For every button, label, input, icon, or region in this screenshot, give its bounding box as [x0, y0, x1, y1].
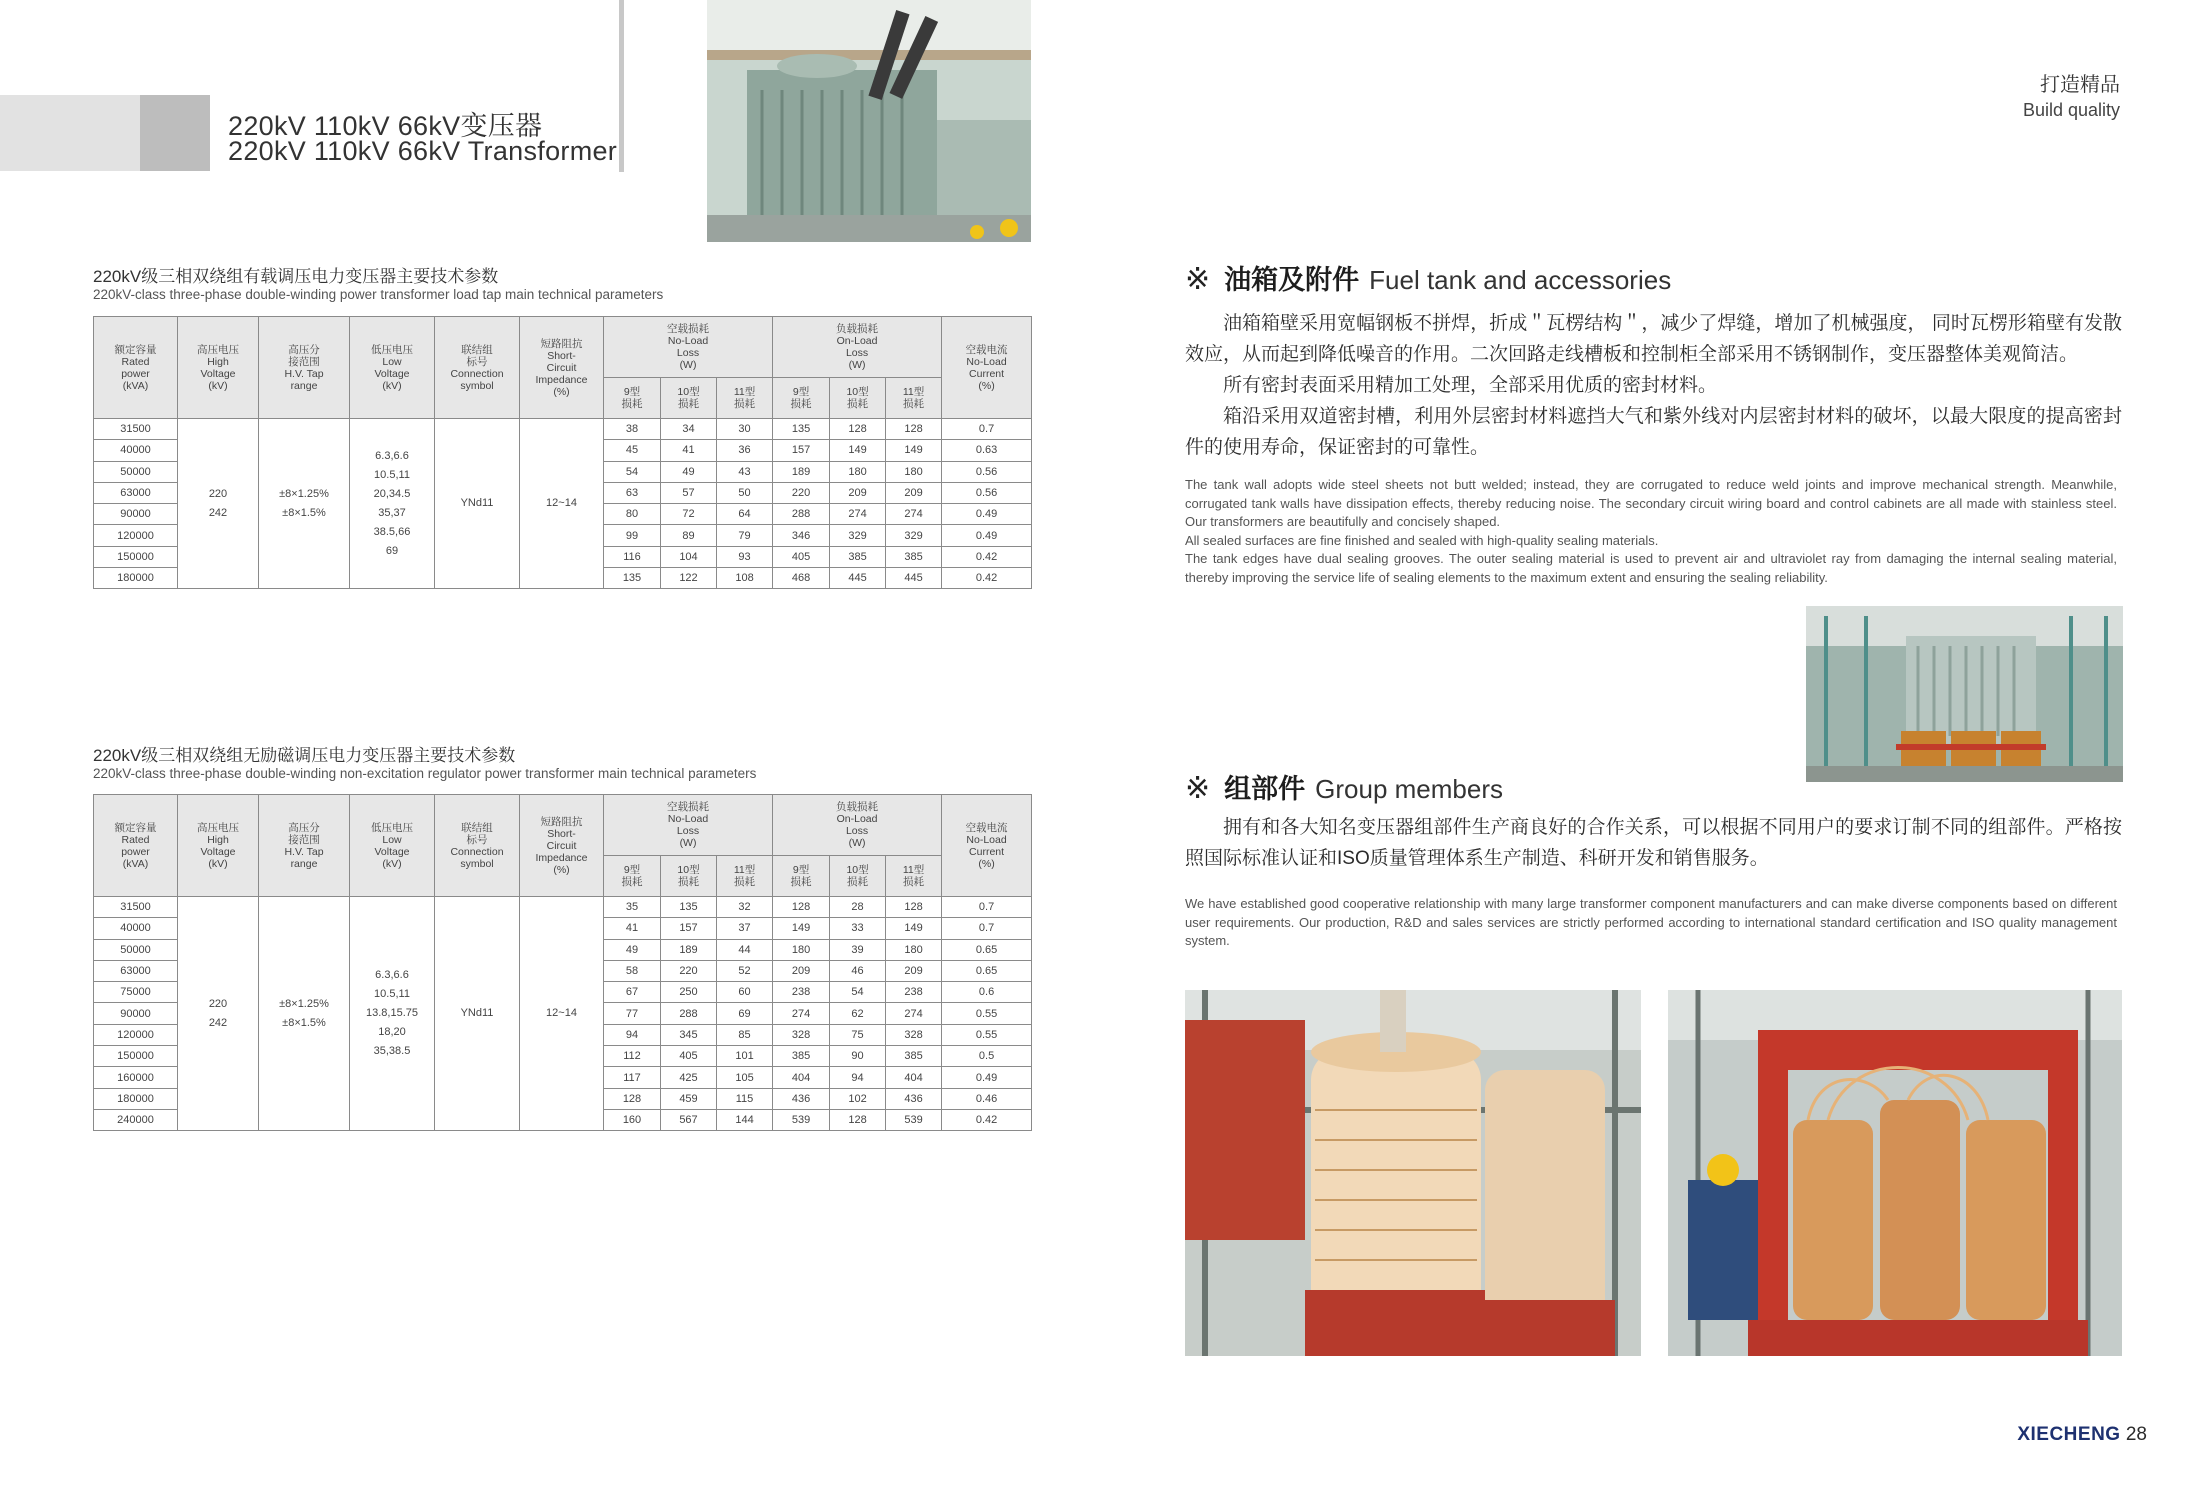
cell-on-load-10: 128	[830, 1109, 886, 1130]
header-rated-power: 额定容量 Rated power (kVA)	[94, 317, 178, 419]
page-footer	[2017, 1424, 2147, 1446]
table1-caption-en: 220kV-class three-phase double-winding power transformer load tap main technical parameters	[93, 287, 664, 302]
cell-no-load-10: 157	[661, 918, 717, 939]
cell-connection: YNd11	[435, 419, 520, 589]
header-high-voltage: 高压电压 High Voltage (kV)	[178, 317, 259, 419]
cell-on-load-9: 238	[773, 982, 830, 1003]
fuel-tank-para-cn-2: 所有密封表面采用精加工处理，全部采用优质的密封材料。	[1223, 375, 1718, 396]
cell-no-load-10: 49	[661, 461, 717, 482]
cell-no-load-current: 0.49	[942, 525, 1032, 546]
cell-on-load-11: 404	[886, 1067, 942, 1088]
cell-on-load-10: 102	[830, 1088, 886, 1109]
fuel-tank-para-en-3: The tank edges have dual sealing grooves. The outer sealing material is used to prevent air and ultraviolet ray from damaging the internal sealing material, thereby improving the service life of sealing elements to the maximum extent and ensuring the sealing reliability.	[1185, 551, 2117, 585]
header-type9: 9型 损耗	[604, 856, 661, 897]
fuel-tank-para-cn-1: 油箱箱壁采用宽幅钢板不拼焊，折成＂瓦楞结构＂，减少了焊缝，增加了机械强度， 同时瓦楞形箱壁有发散效应，从而起到降低噪音的作用。二次回路走线槽板和控制柜全部采用不锈钢制作，变压器整体美观简洁。	[1185, 313, 2122, 365]
build-quality-cn: 打造精品	[2040, 74, 2120, 96]
fuel-tank-text-en	[1185, 476, 2117, 587]
brand-name: XIECHENG	[2017, 1424, 2121, 1445]
cell-no-load-11: 36	[717, 440, 773, 461]
cell-no-load-9: 116	[604, 546, 661, 567]
header-type10: 10型 损耗	[830, 378, 886, 419]
header-impedance: 短路阻抗 Short- Circuit Impedance (%)	[520, 317, 604, 419]
reference-mark-icon: ※	[1185, 772, 1211, 805]
group-members-heading-cn: 组部件	[1224, 774, 1306, 805]
cell-no-load-current: 0.42	[942, 1109, 1032, 1130]
cell-connection: YNd11	[435, 897, 520, 1131]
cell-on-load-10: 28	[830, 897, 886, 918]
cell-no-load-10: 345	[661, 1024, 717, 1045]
header-low-voltage: 低压电压 Low Voltage (kV)	[350, 795, 435, 897]
cell-on-load-10: 329	[830, 525, 886, 546]
cell-on-load-11: 149	[886, 918, 942, 939]
cell-rated-power: 50000	[94, 461, 178, 482]
table-row	[94, 419, 1032, 440]
header-type10: 10型 损耗	[661, 378, 717, 419]
cell-no-load-current: 0.42	[942, 568, 1032, 589]
cell-no-load-current: 0.55	[942, 1003, 1032, 1024]
cell-on-load-11: 445	[886, 568, 942, 589]
header-type11: 11型 损耗	[886, 378, 942, 419]
cell-on-load-10: 62	[830, 1003, 886, 1024]
cell-no-load-11: 108	[717, 568, 773, 589]
cell-on-load-11: 238	[886, 982, 942, 1003]
header-type11: 11型 损耗	[717, 378, 773, 419]
cell-no-load-10: 41	[661, 440, 717, 461]
cell-on-load-9: 135	[773, 419, 830, 440]
cell-no-load-11: 43	[717, 461, 773, 482]
cell-no-load-9: 58	[604, 960, 661, 981]
cell-on-load-9: 157	[773, 440, 830, 461]
cell-rated-power: 31500	[94, 419, 178, 440]
cell-no-load-11: 69	[717, 1003, 773, 1024]
cell-no-load-10: 104	[661, 546, 717, 567]
build-quality-en: Build quality	[2022, 100, 2120, 120]
header-rated-power: 额定容量 Rated power (kVA)	[94, 795, 178, 897]
cell-no-load-9: 77	[604, 1003, 661, 1024]
cell-on-load-10: 385	[830, 546, 886, 567]
cell-no-load-10: 405	[661, 1046, 717, 1067]
cell-no-load-10: 89	[661, 525, 717, 546]
cell-on-load-9: 274	[773, 1003, 830, 1024]
cell-tap-range: ±8×1.25% ±8×1.5%	[259, 419, 350, 589]
cell-no-load-11: 85	[717, 1024, 773, 1045]
cell-on-load-11: 385	[886, 546, 942, 567]
cell-no-load-11: 64	[717, 504, 773, 525]
cell-no-load-9: 54	[604, 461, 661, 482]
header-tap-range: 高压分 接范围 H.V. Tap range	[259, 795, 350, 897]
cell-no-load-10: 57	[661, 482, 717, 503]
cell-no-load-10: 135	[661, 897, 717, 918]
header-type11: 11型 损耗	[717, 856, 773, 897]
group-members-para-cn: 拥有和各大知名变压器组部件生产商良好的合作关系，可以根据不同用户的要求订制不同的组部件。严格按照国际标准认证和ISO质量管理体系生产制造、科研开发和销售服务。	[1185, 817, 2122, 869]
cell-no-load-10: 425	[661, 1067, 717, 1088]
header-no-load-loss: 空载损耗 No-Load Loss (W)	[604, 795, 773, 856]
cell-no-load-current: 0.42	[942, 546, 1032, 567]
cell-no-load-current: 0.65	[942, 960, 1032, 981]
header-type9: 9型 损耗	[604, 378, 661, 419]
cell-impedance: 12~14	[520, 419, 604, 589]
cell-rated-power: 75000	[94, 982, 178, 1003]
cell-on-load-11: 274	[886, 1003, 942, 1024]
cell-no-load-11: 101	[717, 1046, 773, 1067]
cell-high-voltage: 220 242	[178, 897, 259, 1131]
fuel-tank-heading-cn: 油箱及附件	[1224, 265, 1360, 296]
cell-rated-power: 240000	[94, 1109, 178, 1130]
cell-on-load-10: 445	[830, 568, 886, 589]
header-high-voltage: 高压电压 High Voltage (kV)	[178, 795, 259, 897]
page-number: 28	[2125, 1424, 2147, 1445]
cell-no-load-10: 122	[661, 568, 717, 589]
header-connection: 联结组 标号 Connection symbol	[435, 795, 520, 897]
cell-on-load-9: 220	[773, 482, 830, 503]
header-no-load-current: 空载电流 No-Load Current (%)	[942, 795, 1032, 897]
fuel-tank-para-en-2: All sealed surfaces are fine finished and sealed with high-quality sealing materials.	[1185, 532, 1659, 548]
cell-no-load-11: 37	[717, 918, 773, 939]
cell-no-load-current: 0.49	[942, 504, 1032, 525]
cell-no-load-11: 30	[717, 419, 773, 440]
cell-no-load-current: 0.7	[942, 897, 1032, 918]
page-title-cn: 220kV 110kV 66kV变压器	[228, 111, 543, 141]
cell-no-load-current: 0.7	[942, 419, 1032, 440]
cell-rated-power: 63000	[94, 960, 178, 981]
cell-on-load-9: 385	[773, 1046, 830, 1067]
cell-on-load-11: 128	[886, 419, 942, 440]
cell-no-load-9: 67	[604, 982, 661, 1003]
cell-no-load-9: 94	[604, 1024, 661, 1045]
group-members-text-cn	[1185, 812, 2122, 874]
fuel-tank-heading-en: Fuel tank and accessories	[1369, 265, 1672, 295]
header-no-load-loss: 空载损耗 No-Load Loss (W)	[604, 317, 773, 378]
cell-no-load-9: 135	[604, 568, 661, 589]
cell-impedance: 12~14	[520, 897, 604, 1131]
cell-on-load-9: 209	[773, 960, 830, 981]
cell-on-load-9: 436	[773, 1088, 830, 1109]
cell-rated-power: 150000	[94, 1046, 178, 1067]
header-on-load-loss: 负载损耗 On-Load Loss (W)	[773, 795, 942, 856]
header-no-load-current: 空载电流 No-Load Current (%)	[942, 317, 1032, 419]
fuel-tank-para-en-1: The tank wall adopts wide steel sheets not butt welded; instead, they are corrugated to reduce weld joints and improve mechanical strength. Meanwhile, corrugated tank walls have dissipation effects, thereby reducing noise. The secondary circuit wiring board and control cabinets are all made with stainless steel. Our transformers are beautifully and concisely shaped.	[1185, 477, 2117, 529]
cell-rated-power: 150000	[94, 546, 178, 567]
cell-no-load-11: 52	[717, 960, 773, 981]
cell-on-load-10: 149	[830, 440, 886, 461]
cell-rated-power: 120000	[94, 1024, 178, 1045]
cell-rated-power: 120000	[94, 525, 178, 546]
cell-no-load-current: 0.7	[942, 918, 1032, 939]
page-title-en: 220kV 110kV 66kV Transformer	[228, 136, 618, 166]
cell-on-load-10: 128	[830, 419, 886, 440]
cell-no-load-10: 220	[661, 960, 717, 981]
group-members-para-en: We have established good cooperative relationship with many large transformer component manufacturers and can make diverse components based on different user requirements. Our production, R&D and sales services are strictly performed according to international standard certification and ISO quality management system.	[1185, 896, 2117, 948]
coil-photo-right	[1668, 990, 2122, 1356]
header-impedance: 短路阻抗 Short- Circuit Impedance (%)	[520, 795, 604, 897]
cell-no-load-10: 72	[661, 504, 717, 525]
cell-no-load-current: 0.56	[942, 461, 1032, 482]
cell-on-load-10: 46	[830, 960, 886, 981]
cell-on-load-9: 404	[773, 1067, 830, 1088]
cell-rated-power: 63000	[94, 482, 178, 503]
cell-on-load-10: 180	[830, 461, 886, 482]
cell-no-load-9: 160	[604, 1109, 661, 1130]
cell-no-load-10: 459	[661, 1088, 717, 1109]
cell-no-load-11: 93	[717, 546, 773, 567]
cell-on-load-10: 39	[830, 939, 886, 960]
cell-low-voltage: 6.3,6.6 10.5,11 13.8,15.75 18,20 35,38.5	[350, 897, 435, 1131]
header-type9: 9型 损耗	[773, 856, 830, 897]
cell-rated-power: 40000	[94, 918, 178, 939]
cell-on-load-9: 539	[773, 1109, 830, 1130]
cell-no-load-current: 0.65	[942, 939, 1032, 960]
cell-no-load-9: 117	[604, 1067, 661, 1088]
cell-no-load-9: 99	[604, 525, 661, 546]
cell-no-load-9: 63	[604, 482, 661, 503]
cell-on-load-11: 149	[886, 440, 942, 461]
cell-no-load-9: 80	[604, 504, 661, 525]
cell-on-load-10: 274	[830, 504, 886, 525]
cell-tap-range: ±8×1.25% ±8×1.5%	[259, 897, 350, 1131]
header-type10: 10型 损耗	[661, 856, 717, 897]
cell-on-load-9: 468	[773, 568, 830, 589]
fuel-tank-photo	[1806, 606, 2123, 782]
cell-no-load-11: 144	[717, 1109, 773, 1130]
cell-no-load-9: 38	[604, 419, 661, 440]
cell-on-load-9: 149	[773, 918, 830, 939]
cell-no-load-9: 49	[604, 939, 661, 960]
cell-rated-power: 50000	[94, 939, 178, 960]
spec-table-non-excitation	[93, 794, 1032, 1131]
cell-on-load-9: 189	[773, 461, 830, 482]
cell-on-load-10: 33	[830, 918, 886, 939]
cell-on-load-9: 346	[773, 525, 830, 546]
cell-no-load-9: 112	[604, 1046, 661, 1067]
header-on-load-loss: 负载损耗 On-Load Loss (W)	[773, 317, 942, 378]
fuel-tank-text-cn	[1185, 308, 2122, 463]
cell-on-load-10: 54	[830, 982, 886, 1003]
cell-no-load-11: 105	[717, 1067, 773, 1088]
group-members-heading-en: Group members	[1315, 774, 1503, 804]
cell-on-load-11: 180	[886, 939, 942, 960]
cell-low-voltage: 6.3,6.6 10.5,11 20,34.5 35,37 38.5,66 69	[350, 419, 435, 589]
cell-no-load-10: 288	[661, 1003, 717, 1024]
coil-photo-left	[1185, 990, 1641, 1356]
fuel-tank-heading	[1185, 258, 1671, 297]
cell-rated-power: 180000	[94, 568, 178, 589]
cell-on-load-10: 209	[830, 482, 886, 503]
cell-no-load-10: 34	[661, 419, 717, 440]
cell-on-load-11: 385	[886, 1046, 942, 1067]
spec-table-load-tap	[93, 316, 1032, 589]
cell-on-load-9: 288	[773, 504, 830, 525]
cell-rated-power: 31500	[94, 897, 178, 918]
cell-on-load-11: 274	[886, 504, 942, 525]
cell-rated-power: 90000	[94, 1003, 178, 1024]
cell-no-load-current: 0.5	[942, 1046, 1032, 1067]
cell-on-load-10: 94	[830, 1067, 886, 1088]
cell-no-load-current: 0.6	[942, 982, 1032, 1003]
group-members-text-en	[1185, 895, 2117, 951]
cell-on-load-10: 75	[830, 1024, 886, 1045]
cell-on-load-9: 328	[773, 1024, 830, 1045]
cell-no-load-11: 79	[717, 525, 773, 546]
header-type9: 9型 损耗	[773, 378, 830, 419]
table2-caption-cn: 220kV级三相双绕组无励磁调压电力变压器主要技术参数	[93, 746, 516, 765]
cell-on-load-11: 539	[886, 1109, 942, 1130]
cell-on-load-11: 328	[886, 1024, 942, 1045]
cell-on-load-11: 209	[886, 482, 942, 503]
table2-caption-en: 220kV-class three-phase double-winding non-excitation regulator power transformer main technical parameters	[93, 766, 757, 781]
cell-on-load-9: 180	[773, 939, 830, 960]
cell-on-load-11: 436	[886, 1088, 942, 1109]
cell-rated-power: 90000	[94, 504, 178, 525]
header-type11: 11型 损耗	[886, 856, 942, 897]
cell-on-load-11: 128	[886, 897, 942, 918]
fuel-tank-para-cn-3: 箱沿采用双道密封槽，利用外层密封材料遮挡大气和紫外线对内层密封材料的破坏，以最大限度的提高密封件的使用寿命，保证密封的可靠性。	[1185, 406, 2122, 458]
cell-no-load-current: 0.46	[942, 1088, 1032, 1109]
cell-on-load-11: 180	[886, 461, 942, 482]
cell-on-load-10: 90	[830, 1046, 886, 1067]
header-band-light	[0, 95, 140, 171]
header-type10: 10型 损耗	[830, 856, 886, 897]
cell-no-load-10: 250	[661, 982, 717, 1003]
cell-rated-power: 40000	[94, 440, 178, 461]
cell-rated-power: 180000	[94, 1088, 178, 1109]
cell-no-load-current: 0.55	[942, 1024, 1032, 1045]
cell-on-load-11: 329	[886, 525, 942, 546]
cell-high-voltage: 220 242	[178, 419, 259, 589]
cell-no-load-current: 0.56	[942, 482, 1032, 503]
cell-on-load-9: 405	[773, 546, 830, 567]
cell-no-load-9: 41	[604, 918, 661, 939]
cell-no-load-10: 189	[661, 939, 717, 960]
cell-no-load-11: 32	[717, 897, 773, 918]
group-members-heading	[1185, 767, 1503, 806]
header-band-dark	[140, 95, 210, 171]
reference-mark-icon: ※	[1185, 263, 1211, 296]
cell-no-load-current: 0.49	[942, 1067, 1032, 1088]
cell-no-load-9: 128	[604, 1088, 661, 1109]
cell-no-load-9: 45	[604, 440, 661, 461]
header-tap-range: 高压分 接范围 H.V. Tap range	[259, 317, 350, 419]
cell-no-load-10: 567	[661, 1109, 717, 1130]
cell-no-load-11: 44	[717, 939, 773, 960]
table-row	[94, 897, 1032, 918]
header-low-voltage: 低压电压 Low Voltage (kV)	[350, 317, 435, 419]
cell-no-load-11: 115	[717, 1088, 773, 1109]
cell-no-load-11: 50	[717, 482, 773, 503]
cell-on-load-11: 209	[886, 960, 942, 981]
header-connection: 联结组 标号 Connection symbol	[435, 317, 520, 419]
cell-no-load-current: 0.63	[942, 440, 1032, 461]
cell-no-load-9: 35	[604, 897, 661, 918]
header-divider	[619, 0, 624, 172]
cell-on-load-9: 128	[773, 897, 830, 918]
cell-no-load-11: 60	[717, 982, 773, 1003]
transformer-photo-top	[707, 0, 1031, 242]
cell-rated-power: 160000	[94, 1067, 178, 1088]
table1-caption-cn: 220kV级三相双绕组有载调压电力变压器主要技术参数	[93, 267, 499, 286]
